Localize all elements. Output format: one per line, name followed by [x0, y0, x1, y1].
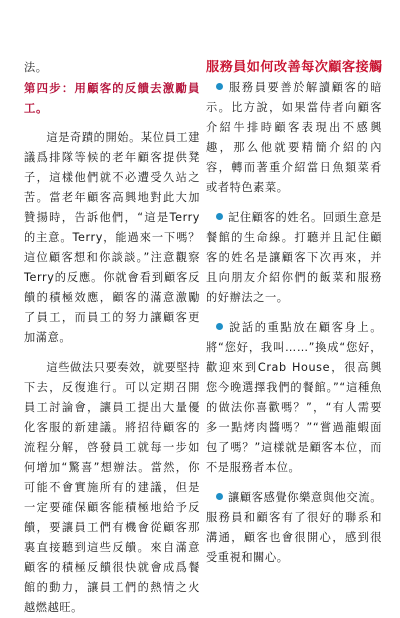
- tip-text: 記住顧客的姓名。回頭生意是餐館的生命線。打聽并且記住顧客的姓名是讓顧客下次再來，并且向朋友介紹你們的飯菜和服務的好辦法之一。: [206, 211, 382, 304]
- tip-text: 服務員要善於解讀顧客的暗示。比方說，如果當侍者向顧客介紹牛排時顧客表現出不感興趣，那么他就要精簡介紹的內容，轉而著重介紹當日魚類菜肴或者特色素菜。: [206, 81, 382, 194]
- spacer: [206, 198, 382, 208]
- bullet-dot-icon: [216, 323, 223, 330]
- sidebar-title: 服務員如何改善每次顧客接觸: [206, 60, 383, 75]
- tip-text: 說話的重點放在顧客身上。將“您好，我叫……”換成“您好，歡迎來到Crab House，很高興您今晚選擇我們的餐館。”“這種魚的做法你喜歡嗎？”，“有人需要多一點烤肉醬嗎？”“嘗過龍蝦面包了嗎？”這樣就是顧客本位，而不是服務者本位。: [206, 321, 382, 474]
- left-column: [24, 58, 200, 618]
- spacer: [206, 308, 382, 318]
- spacer: [24, 118, 200, 128]
- tip-text: 讓顧客感覺你樂意與他交流。服務員和顧客有了很好的聯系和溝通，顧客也會很開心，感到很受重視和關心。: [206, 491, 382, 564]
- body-paragraph-2: 這些做法只要奏效，就要堅持下去，反復進行。可以定期召開員工討論會，讓員工提出大量優化客服的新建議。將招待顧客的流程分解，啓發員工就每一步如何增加“驚喜”想辦法。當然，你可能不會實施所有的建議，但是一定要確保顧客能積極地給予反饋，要讓員工們有機會從顧客那裏直接聽到這些反饋。來自滿意顧客的積極反饋很快就會成爲餐館的動力，讓員工們的熱情之火越燃越旺。: [24, 361, 200, 614]
- bullet-dot-icon: [216, 213, 223, 220]
- tip-item: [206, 318, 382, 478]
- bullet-dot-icon: [216, 493, 223, 500]
- right-column: [206, 58, 382, 568]
- tip-item: [206, 488, 382, 568]
- spacer: [206, 478, 382, 488]
- step4-heading: 第四步：用顧客的反饋去激勵員工。: [24, 81, 200, 115]
- spacer: [24, 348, 200, 358]
- tip-item: [206, 78, 382, 198]
- tip-item: [206, 208, 382, 308]
- continued-fragment: 法。: [24, 61, 48, 74]
- body-paragraph-1: 這是奇蹟的開始。某位員工建議爲排隊等候的老年顧客提供凳子，這樣他們就不必遭受久站之苦。當老年顧客高興地對此大加贊揚時，告訴他們，“這是Terry的主意。Terry，能過來一下嗎？這位顧客想和你談談。”注意觀察Terry的反應。你就會看到顧客反饋的積極效應，顧客的滿意激勵了員工，而員工的努力讓顧客更加滿意。: [24, 131, 200, 344]
- bullet-dot-icon: [216, 83, 223, 90]
